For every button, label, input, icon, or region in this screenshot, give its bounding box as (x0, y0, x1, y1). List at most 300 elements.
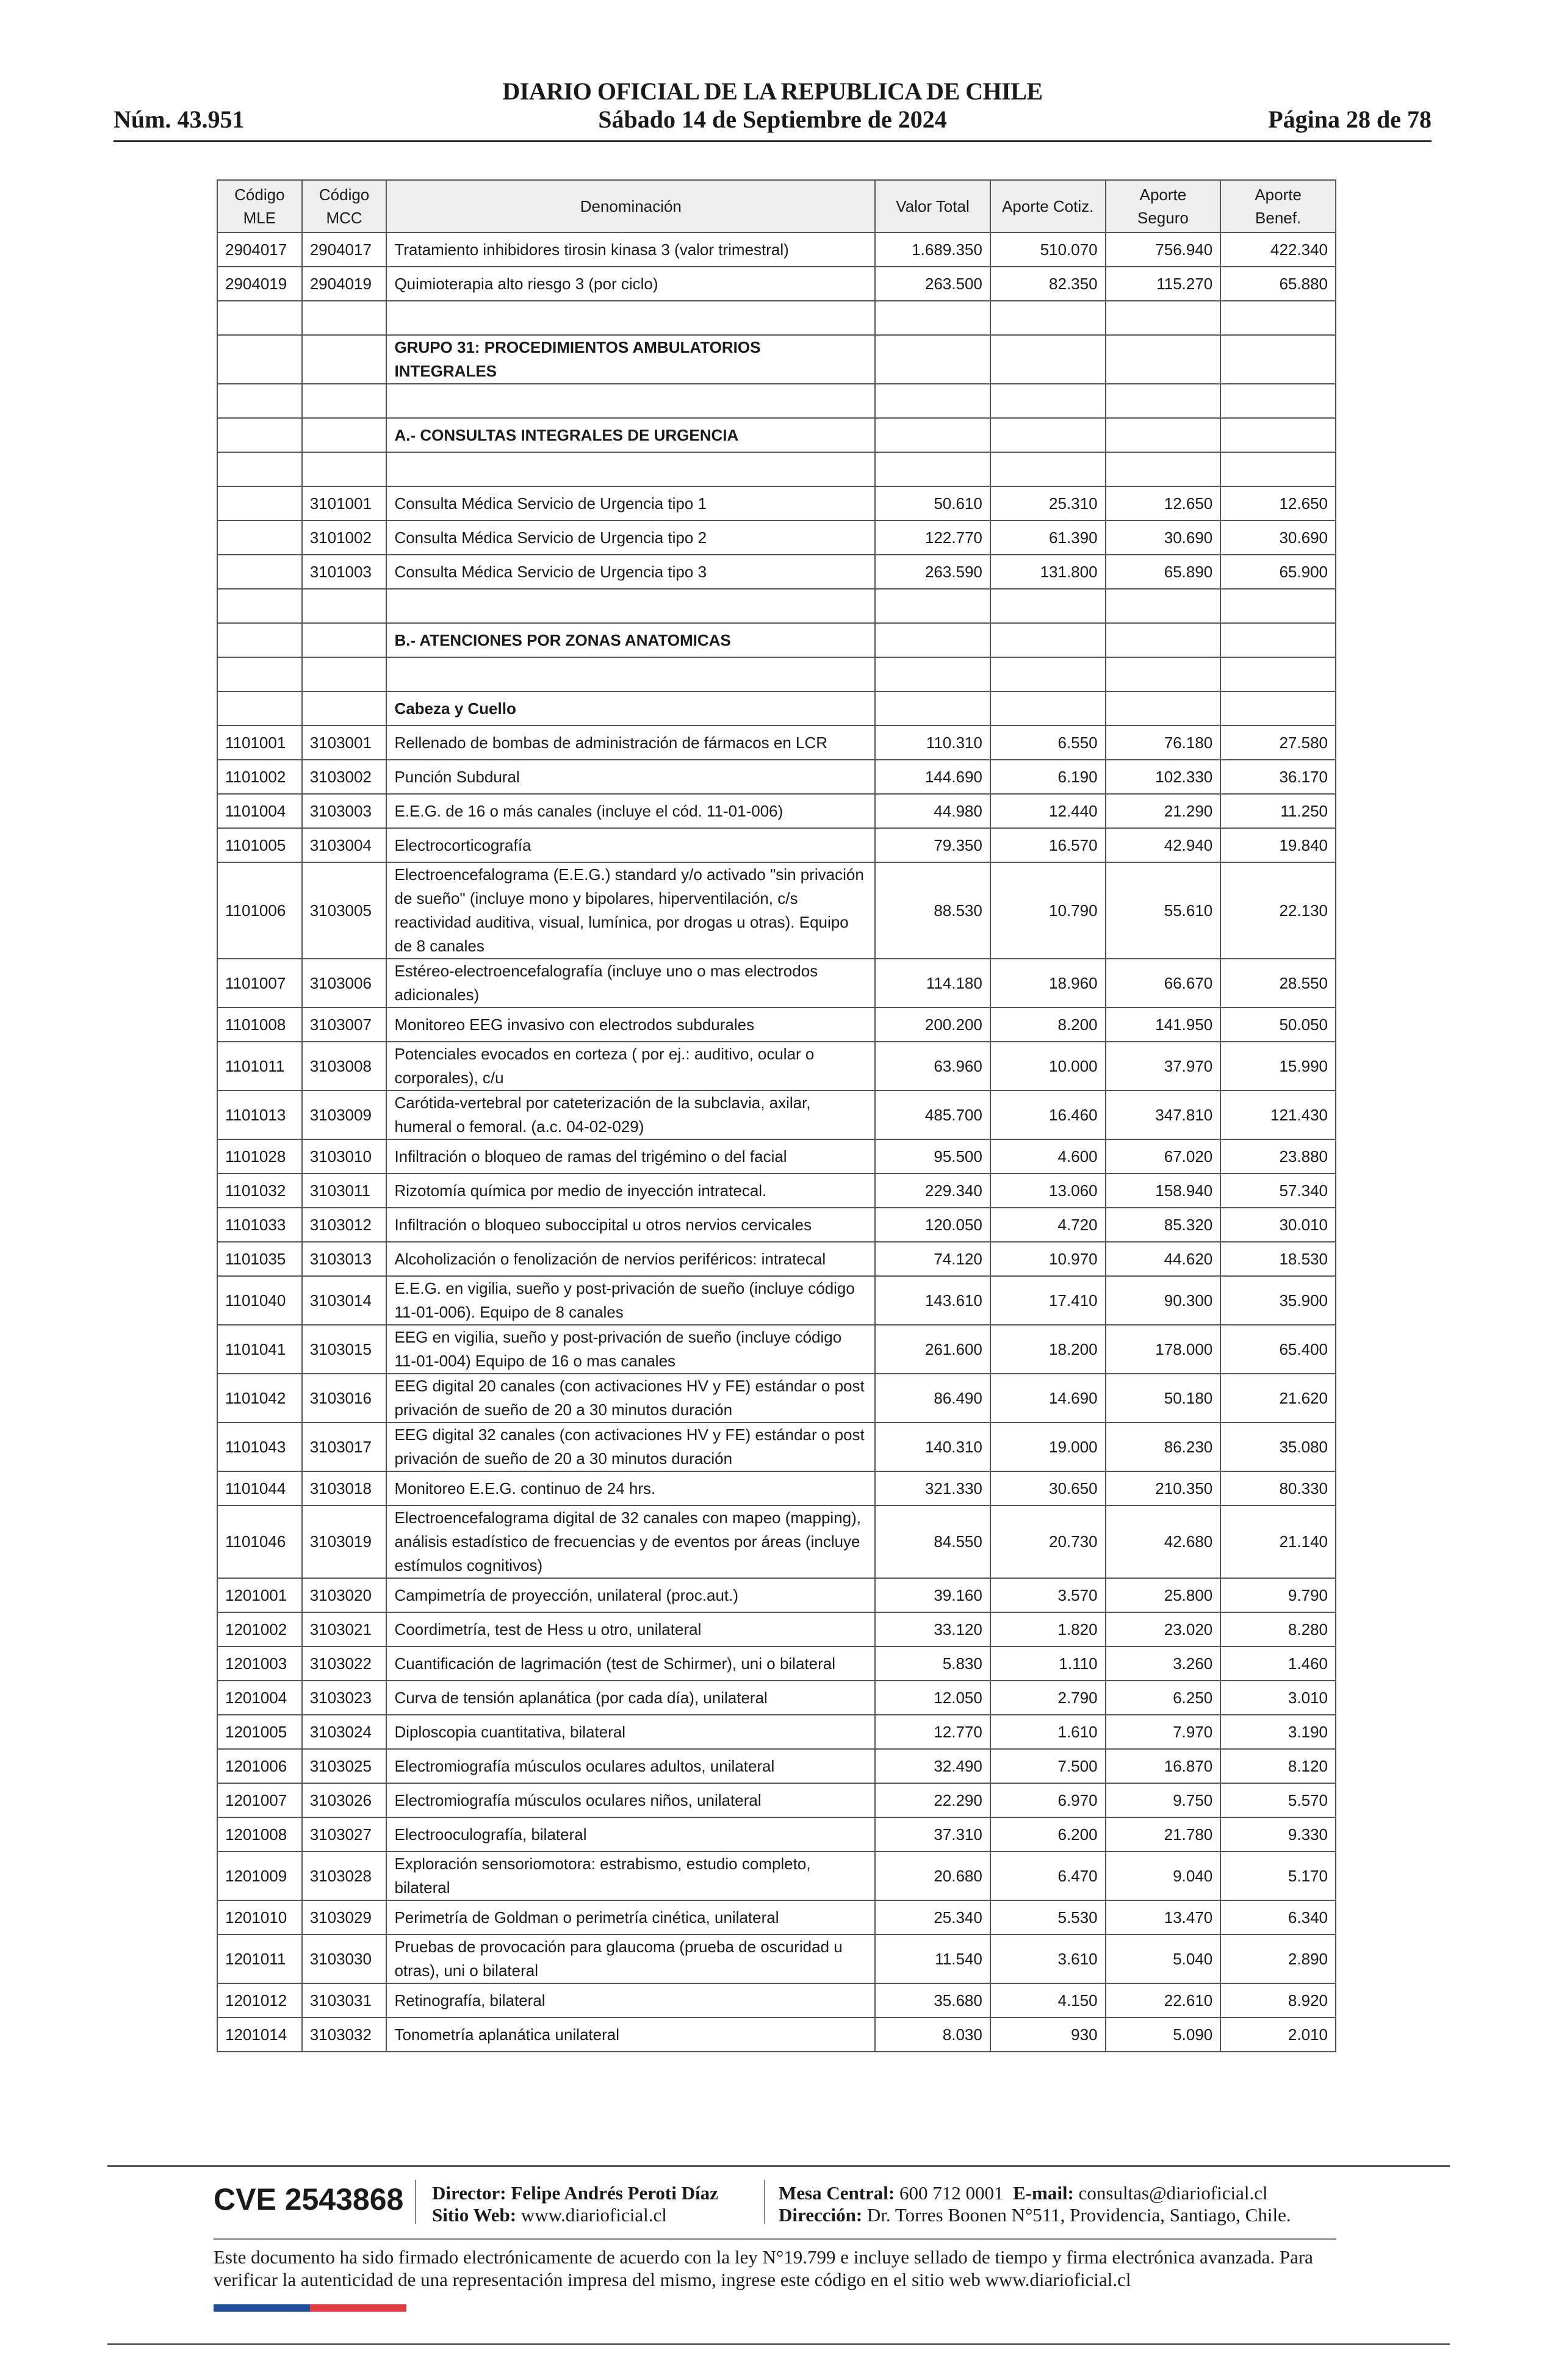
cell-aporte-cotiz: 2.790 (990, 1681, 1106, 1715)
cell-aporte-benef: 23.880 (1220, 1139, 1336, 1174)
issue-date: Sábado 14 de Septiembre de 2024 (598, 106, 947, 133)
cell-aporte-cotiz: 1.110 (990, 1646, 1106, 1681)
cell-codigo-mle: 2904019 (217, 267, 302, 301)
cell-aporte-benef: 9.330 (1220, 1817, 1336, 1852)
director-name: Felipe Andrés Peroti Díaz (511, 2182, 718, 2204)
table-row (217, 1506, 1336, 1578)
section-heading-row (217, 418, 1336, 452)
cell-aporte-cotiz (990, 691, 1106, 726)
cell-aporte-cotiz: 6.970 (990, 1783, 1106, 1817)
cell-denominacion (386, 452, 875, 486)
cell-aporte-seguro: 90.300 (1106, 1276, 1221, 1325)
cell-aporte-seguro: 12.650 (1106, 486, 1221, 521)
cell-aporte-cotiz: 10.790 (990, 862, 1106, 959)
cell-codigo-mcc: 3103006 (302, 959, 387, 1008)
cell-denominacion: Carótida-vertebral por cateterización de la subclavia, axilar, humeral o femoral. (a.c. 04-02-029) (386, 1091, 875, 1139)
cell-aporte-seguro: 85.320 (1106, 1208, 1221, 1242)
table-row (217, 1817, 1336, 1852)
cell-codigo-mle: 2904017 (217, 233, 302, 267)
cell-denominacion: Alcoholización o fenolización de nervios periféricos: intratecal (386, 1242, 875, 1276)
cell-valor-total: 33.120 (875, 1612, 990, 1646)
cell-codigo-mcc (302, 384, 387, 418)
cell-denominacion: Retinografía, bilateral (386, 1983, 875, 2018)
cell-denominacion: Diploscopia cuantitativa, bilateral (386, 1715, 875, 1749)
table-row (217, 1681, 1336, 1715)
email-link[interactable]: consultas@diarioficial.cl (1078, 2182, 1268, 2204)
mesa-central-phone: 600 712 0001 (899, 2182, 1004, 2204)
cell-aporte-seguro: 347.810 (1106, 1091, 1221, 1139)
cell-aporte-seguro: 5.040 (1106, 1935, 1221, 1983)
cell-aporte-cotiz: 20.730 (990, 1506, 1106, 1578)
cell-aporte-seguro: 66.670 (1106, 959, 1221, 1008)
cell-aporte-benef (1220, 301, 1336, 335)
cell-aporte-seguro: 115.270 (1106, 267, 1221, 301)
cell-valor-total: 122.770 (875, 521, 990, 555)
cell-codigo-mcc: 3103007 (302, 1008, 387, 1042)
cell-denominacion: Infiltración o bloqueo de ramas del trigémino o del facial (386, 1139, 875, 1174)
cell-aporte-seguro (1106, 418, 1221, 452)
cell-codigo-mle (217, 301, 302, 335)
cell-codigo-mcc: 2904017 (302, 233, 387, 267)
table-row (217, 1471, 1336, 1506)
cell-aporte-cotiz: 18.960 (990, 959, 1106, 1008)
cell-aporte-cotiz: 3.570 (990, 1578, 1106, 1612)
cell-codigo-mle: 1201002 (217, 1612, 302, 1646)
cell-codigo-mcc: 3103016 (302, 1374, 387, 1423)
cell-aporte-benef: 35.900 (1220, 1276, 1336, 1325)
cell-codigo-mcc: 3103011 (302, 1174, 387, 1208)
cell-codigo-mcc: 3103015 (302, 1325, 387, 1374)
cell-valor-total (875, 623, 990, 657)
cell-aporte-cotiz: 6.550 (990, 726, 1106, 760)
cell-codigo-mle (217, 335, 302, 384)
flag-stripe-red (310, 2304, 406, 2312)
cell-codigo-mcc: 2904019 (302, 267, 387, 301)
cell-codigo-mle (217, 657, 302, 691)
cell-aporte-cotiz: 930 (990, 2018, 1106, 2052)
cell-aporte-benef: 65.900 (1220, 555, 1336, 589)
cell-aporte-seguro: 86.230 (1106, 1423, 1221, 1471)
cell-valor-total (875, 384, 990, 418)
footer-director-block (432, 2182, 718, 2226)
cell-aporte-seguro: 21.290 (1106, 794, 1221, 828)
cell-codigo-mle: 1201001 (217, 1578, 302, 1612)
cell-denominacion: Monitoreo EEG invasivo con electrodos subdurales (386, 1008, 875, 1042)
cell-codigo-mcc (302, 335, 387, 384)
cell-aporte-seguro: 13.470 (1106, 1900, 1221, 1935)
cell-aporte-seguro: 6.250 (1106, 1681, 1221, 1715)
cell-aporte-benef: 8.920 (1220, 1983, 1336, 2018)
table-row (217, 1174, 1336, 1208)
cell-aporte-benef: 11.250 (1220, 794, 1336, 828)
cell-codigo-mcc: 3103018 (302, 1471, 387, 1506)
blank-row (217, 384, 1336, 418)
cell-codigo-mle: 1101040 (217, 1276, 302, 1325)
cell-denominacion: Electroencefalograma digital de 32 canales con mapeo (mapping), análisis estadístico de frecuencias y de eventos por áreas (incluye estímulos cognitivos) (386, 1506, 875, 1578)
cell-valor-total (875, 418, 990, 452)
cell-codigo-mle: 1201011 (217, 1935, 302, 1983)
cell-codigo-mcc: 3103027 (302, 1817, 387, 1852)
cell-valor-total: 261.600 (875, 1325, 990, 1374)
cell-codigo-mle: 1101008 (217, 1008, 302, 1042)
cell-denominacion: EEG en vigilia, sueño y post-privación de sueño (incluye código 11-01-004) Equipo de 16 o mas canales (386, 1325, 875, 1374)
cell-aporte-seguro (1106, 452, 1221, 486)
cell-valor-total: 144.690 (875, 760, 990, 794)
cell-valor-total: 25.340 (875, 1900, 990, 1935)
cell-codigo-mle: 1201003 (217, 1646, 302, 1681)
table-row (217, 794, 1336, 828)
table-row (217, 1325, 1336, 1374)
footer-separator (764, 2180, 765, 2224)
cell-valor-total: 44.980 (875, 794, 990, 828)
cell-aporte-seguro: 210.350 (1106, 1471, 1221, 1506)
cell-valor-total: 229.340 (875, 1174, 990, 1208)
table-row (217, 828, 1336, 862)
header-codigo-mcc: Código MCC (302, 180, 387, 233)
cell-codigo-mcc: 3103026 (302, 1783, 387, 1817)
cell-aporte-benef (1220, 418, 1336, 452)
cell-codigo-mcc (302, 301, 387, 335)
cell-codigo-mcc (302, 452, 387, 486)
footer-contact-block (779, 2182, 1291, 2226)
cell-codigo-mcc: 3103024 (302, 1715, 387, 1749)
cell-aporte-benef: 15.990 (1220, 1042, 1336, 1091)
cell-valor-total: 32.490 (875, 1749, 990, 1783)
blank-row (217, 657, 1336, 691)
cell-codigo-mle: 1201004 (217, 1681, 302, 1715)
cell-codigo-mcc: 3103031 (302, 1983, 387, 2018)
cell-aporte-cotiz (990, 452, 1106, 486)
footer-separator (415, 2180, 416, 2224)
cell-aporte-benef: 22.130 (1220, 862, 1336, 959)
cell-aporte-cotiz: 6.190 (990, 760, 1106, 794)
cell-codigo-mle: 1101041 (217, 1325, 302, 1374)
table-row (217, 1139, 1336, 1174)
cell-aporte-cotiz: 5.530 (990, 1900, 1106, 1935)
cell-aporte-cotiz: 8.200 (990, 1008, 1106, 1042)
header-denominacion: Denominación (386, 180, 875, 233)
page-number: Página 28 de 78 (1268, 106, 1432, 133)
cell-denominacion: Pruebas de provocación para glaucoma (prueba de oscuridad u otras), uni o bilateral (386, 1935, 875, 1983)
cell-valor-total: 22.290 (875, 1783, 990, 1817)
cell-codigo-mle (217, 589, 302, 623)
cell-aporte-cotiz (990, 657, 1106, 691)
cell-denominacion: EEG digital 20 canales (con activaciones HV y FE) estándar o post privación de sueño de 20 a 30 minutos duración (386, 1374, 875, 1423)
cell-valor-total: 74.120 (875, 1242, 990, 1276)
cell-aporte-benef: 19.840 (1220, 828, 1336, 862)
table-row (217, 1612, 1336, 1646)
cell-aporte-cotiz: 6.470 (990, 1852, 1106, 1900)
cell-codigo-mcc: 3103005 (302, 862, 387, 959)
cell-aporte-cotiz: 17.410 (990, 1276, 1106, 1325)
cell-valor-total: 263.590 (875, 555, 990, 589)
cell-valor-total: 143.610 (875, 1276, 990, 1325)
cve-code: CVE 2543868 (214, 2182, 404, 2216)
cell-aporte-benef: 9.790 (1220, 1578, 1336, 1612)
cell-aporte-benef (1220, 335, 1336, 384)
cell-codigo-mle (217, 384, 302, 418)
cell-valor-total (875, 589, 990, 623)
cell-aporte-cotiz: 82.350 (990, 267, 1106, 301)
cell-aporte-benef: 8.120 (1220, 1749, 1336, 1783)
cell-codigo-mcc: 3103023 (302, 1681, 387, 1715)
cell-codigo-mle: 1201006 (217, 1749, 302, 1783)
cell-aporte-seguro: 30.690 (1106, 521, 1221, 555)
publication-title: DIARIO OFICIAL DE LA REPUBLICA DE CHILE (502, 78, 1043, 105)
cell-codigo-mcc: 3103003 (302, 794, 387, 828)
cell-valor-total: 11.540 (875, 1935, 990, 1983)
cell-aporte-cotiz (990, 589, 1106, 623)
cell-denominacion: Quimioterapia alto riesgo 3 (por ciclo) (386, 267, 875, 301)
cell-aporte-benef: 28.550 (1220, 959, 1336, 1008)
website-link[interactable]: www.diarioficial.cl (520, 2204, 667, 2226)
cell-codigo-mle: 1101002 (217, 760, 302, 794)
table-row (217, 1646, 1336, 1681)
cell-valor-total: 5.830 (875, 1646, 990, 1681)
cell-aporte-benef: 21.140 (1220, 1506, 1336, 1578)
cell-codigo-mcc: 3103029 (302, 1900, 387, 1935)
cell-denominacion: B.- ATENCIONES POR ZONAS ANATOMICAS (386, 623, 875, 657)
flag-stripe-blue (214, 2304, 310, 2312)
cell-valor-total (875, 691, 990, 726)
cell-codigo-mle: 1201005 (217, 1715, 302, 1749)
table-row (217, 233, 1336, 267)
cell-aporte-cotiz: 25.310 (990, 486, 1106, 521)
footer-divider-bottom (107, 2343, 1450, 2345)
table-row (217, 862, 1336, 959)
cell-codigo-mle: 1101013 (217, 1091, 302, 1139)
cell-valor-total: 35.680 (875, 1983, 990, 2018)
cell-valor-total: 140.310 (875, 1423, 990, 1471)
cell-valor-total: 37.310 (875, 1817, 990, 1852)
cell-aporte-cotiz: 6.200 (990, 1817, 1106, 1852)
table-row (217, 267, 1336, 301)
cell-codigo-mle: 1201008 (217, 1817, 302, 1852)
cell-aporte-seguro (1106, 335, 1221, 384)
cell-denominacion: Curva de tensión aplanática (por cada día), unilateral (386, 1681, 875, 1715)
cell-codigo-mle: 1101004 (217, 794, 302, 828)
cell-aporte-cotiz (990, 301, 1106, 335)
table-row (217, 1852, 1336, 1900)
cell-aporte-seguro: 67.020 (1106, 1139, 1221, 1174)
cell-aporte-seguro: 44.620 (1106, 1242, 1221, 1276)
table-row (217, 555, 1336, 589)
cell-aporte-seguro: 756.940 (1106, 233, 1221, 267)
cell-valor-total: 1.689.350 (875, 233, 990, 267)
cell-valor-total: 114.180 (875, 959, 990, 1008)
cell-valor-total: 321.330 (875, 1471, 990, 1506)
cell-denominacion: Electromiografía músculos oculares niños, unilateral (386, 1783, 875, 1817)
cell-codigo-mcc: 3103028 (302, 1852, 387, 1900)
cell-denominacion: Campimetría de proyección, unilateral (proc.aut.) (386, 1578, 875, 1612)
cell-denominacion: E.E.G. en vigilia, sueño y post-privación de sueño (incluye código 11-01-006). Equipo de 8 canales (386, 1276, 875, 1325)
cell-aporte-seguro: 5.090 (1106, 2018, 1221, 2052)
cell-codigo-mcc: 3101003 (302, 555, 387, 589)
cell-aporte-cotiz (990, 335, 1106, 384)
header-aporte-cotiz: Aporte Cotiz. (990, 180, 1106, 233)
cell-codigo-mcc: 3103008 (302, 1042, 387, 1091)
cell-aporte-seguro: 25.800 (1106, 1578, 1221, 1612)
cell-valor-total (875, 657, 990, 691)
cell-codigo-mle (217, 555, 302, 589)
table-row (217, 1276, 1336, 1325)
cell-valor-total: 20.680 (875, 1852, 990, 1900)
cell-codigo-mcc: 3103019 (302, 1506, 387, 1578)
cell-aporte-benef (1220, 691, 1336, 726)
cell-aporte-benef: 422.340 (1220, 233, 1336, 267)
cell-valor-total (875, 335, 990, 384)
cell-aporte-benef: 27.580 (1220, 726, 1336, 760)
cell-aporte-seguro: 3.260 (1106, 1646, 1221, 1681)
cell-aporte-cotiz: 18.200 (990, 1325, 1106, 1374)
table-row (217, 521, 1336, 555)
cell-valor-total: 485.700 (875, 1091, 990, 1139)
cell-codigo-mcc: 3103021 (302, 1612, 387, 1646)
cell-denominacion: GRUPO 31: PROCEDIMIENTOS AMBULATORIOS INTEGRALES (386, 335, 875, 384)
cell-aporte-seguro (1106, 589, 1221, 623)
section-heading-row (217, 335, 1336, 384)
cell-codigo-mcc: 3101001 (302, 486, 387, 521)
cell-aporte-benef: 8.280 (1220, 1612, 1336, 1646)
email-label: E-mail: (1013, 2182, 1074, 2204)
cell-valor-total: 12.770 (875, 1715, 990, 1749)
cell-aporte-seguro: 65.890 (1106, 555, 1221, 589)
cell-aporte-benef: 35.080 (1220, 1423, 1336, 1471)
cell-codigo-mcc (302, 691, 387, 726)
cell-aporte-benef: 65.400 (1220, 1325, 1336, 1374)
cell-aporte-cotiz (990, 623, 1106, 657)
cell-codigo-mle: 1101007 (217, 959, 302, 1008)
table-row (217, 760, 1336, 794)
page-header (113, 72, 1432, 145)
cell-aporte-cotiz: 1.820 (990, 1612, 1106, 1646)
cell-aporte-cotiz: 30.650 (990, 1471, 1106, 1506)
cell-denominacion (386, 301, 875, 335)
cell-codigo-mcc (302, 589, 387, 623)
table-body (217, 233, 1336, 2052)
cell-codigo-mle: 1101035 (217, 1242, 302, 1276)
cell-denominacion: E.E.G. de 16 o más canales (incluye el cód. 11-01-006) (386, 794, 875, 828)
cell-denominacion (386, 657, 875, 691)
header-aporte-seguro: Aporte Seguro (1106, 180, 1221, 233)
cell-denominacion: Monitoreo E.E.G. continuo de 24 hrs. (386, 1471, 875, 1506)
cell-aporte-seguro: 7.970 (1106, 1715, 1221, 1749)
cell-denominacion: A.- CONSULTAS INTEGRALES DE URGENCIA (386, 418, 875, 452)
cell-aporte-benef (1220, 384, 1336, 418)
cell-aporte-seguro: 158.940 (1106, 1174, 1221, 1208)
table-row (217, 1042, 1336, 1091)
table-row (217, 1374, 1336, 1423)
section-heading-row (217, 691, 1336, 726)
cell-denominacion: Coordimetría, test de Hess u otro, unilateral (386, 1612, 875, 1646)
cell-codigo-mle (217, 486, 302, 521)
cell-codigo-mcc: 3103013 (302, 1242, 387, 1276)
cell-aporte-benef: 1.460 (1220, 1646, 1336, 1681)
cell-aporte-benef (1220, 452, 1336, 486)
cell-aporte-cotiz: 13.060 (990, 1174, 1106, 1208)
address-value: Dr. Torres Boonen N°511, Providencia, Santiago, Chile. (866, 2204, 1291, 2226)
cell-aporte-benef (1220, 589, 1336, 623)
header-aporte-benef: Aporte Benef. (1220, 180, 1336, 233)
cell-denominacion: Potenciales evocados en corteza ( por ej.: auditivo, ocular o corporales), c/u (386, 1042, 875, 1091)
cell-codigo-mle: 1101044 (217, 1471, 302, 1506)
cell-codigo-mcc: 3103025 (302, 1749, 387, 1783)
cell-aporte-benef: 5.570 (1220, 1783, 1336, 1817)
cell-valor-total: 120.050 (875, 1208, 990, 1242)
cell-denominacion: Rellenado de bombas de administración de fármacos en LCR (386, 726, 875, 760)
cell-codigo-mcc: 3103022 (302, 1646, 387, 1681)
cell-denominacion: Perimetría de Goldman o perimetría cinética, unilateral (386, 1900, 875, 1935)
cell-codigo-mle: 1101046 (217, 1506, 302, 1578)
cell-aporte-cotiz: 14.690 (990, 1374, 1106, 1423)
cell-aporte-benef: 3.190 (1220, 1715, 1336, 1749)
cell-codigo-mle: 1101005 (217, 828, 302, 862)
cell-valor-total: 110.310 (875, 726, 990, 760)
cell-valor-total: 63.960 (875, 1042, 990, 1091)
cell-aporte-benef: 121.430 (1220, 1091, 1336, 1139)
cell-aporte-benef: 21.620 (1220, 1374, 1336, 1423)
director-label: Director: (432, 2182, 506, 2204)
cell-aporte-cotiz: 3.610 (990, 1935, 1106, 1983)
cell-aporte-seguro: 9.750 (1106, 1783, 1221, 1817)
blank-row (217, 589, 1336, 623)
cell-aporte-seguro (1106, 623, 1221, 657)
cell-aporte-seguro: 9.040 (1106, 1852, 1221, 1900)
cell-denominacion: Exploración sensoriomotora: estrabismo, estudio completo, bilateral (386, 1852, 875, 1900)
cell-codigo-mle (217, 691, 302, 726)
cell-valor-total: 88.530 (875, 862, 990, 959)
cell-aporte-seguro: 42.940 (1106, 828, 1221, 862)
blank-row (217, 452, 1336, 486)
cell-aporte-benef: 30.690 (1220, 521, 1336, 555)
legal-notice: Este documento ha sido firmado electrónicamente de acuerdo con la ley N°19.799 e incluye sellado de tiempo y firma electrónica avanzada. Para verificar la autenticidad de una representación impresa del mismo, ingrese este código en el sitio web www.diarioficial.cl (214, 2246, 1313, 2290)
table-row (217, 1900, 1336, 1935)
header-divider (113, 140, 1432, 142)
cell-aporte-seguro (1106, 301, 1221, 335)
table-row (217, 486, 1336, 521)
cell-denominacion: Tonometría aplanática unilateral (386, 2018, 875, 2052)
table-row (217, 1578, 1336, 1612)
cell-codigo-mcc: 3101002 (302, 521, 387, 555)
cell-codigo-mcc: 3103012 (302, 1208, 387, 1242)
cell-aporte-benef: 57.340 (1220, 1174, 1336, 1208)
cell-codigo-mle (217, 521, 302, 555)
cell-valor-total: 263.500 (875, 267, 990, 301)
cell-aporte-seguro: 23.020 (1106, 1612, 1221, 1646)
cell-aporte-cotiz: 10.000 (990, 1042, 1106, 1091)
header-codigo-mle: Código MLE (217, 180, 302, 233)
cell-denominacion: Estéreo-electroencefalografía (incluye uno o mas electrodos adicionales) (386, 959, 875, 1008)
cell-codigo-mcc: 3103030 (302, 1935, 387, 1983)
cell-aporte-cotiz: 7.500 (990, 1749, 1106, 1783)
table-row (217, 1242, 1336, 1276)
cell-codigo-mcc (302, 623, 387, 657)
cell-aporte-benef: 3.010 (1220, 1681, 1336, 1715)
cell-codigo-mcc: 3103004 (302, 828, 387, 862)
cell-codigo-mle: 1201014 (217, 2018, 302, 2052)
cell-aporte-cotiz: 16.570 (990, 828, 1106, 862)
cell-aporte-benef: 2.010 (1220, 2018, 1336, 2052)
cell-valor-total: 12.050 (875, 1681, 990, 1715)
cell-aporte-cotiz: 12.440 (990, 794, 1106, 828)
table-row (217, 1423, 1336, 1471)
cell-codigo-mle: 1101033 (217, 1208, 302, 1242)
cell-denominacion: Cuantificación de lagrimación (test de Schirmer), uni o bilateral (386, 1646, 875, 1681)
table-row (217, 1935, 1336, 1983)
table-row (217, 726, 1336, 760)
cell-denominacion: Cabeza y Cuello (386, 691, 875, 726)
table-row (217, 2018, 1336, 2052)
